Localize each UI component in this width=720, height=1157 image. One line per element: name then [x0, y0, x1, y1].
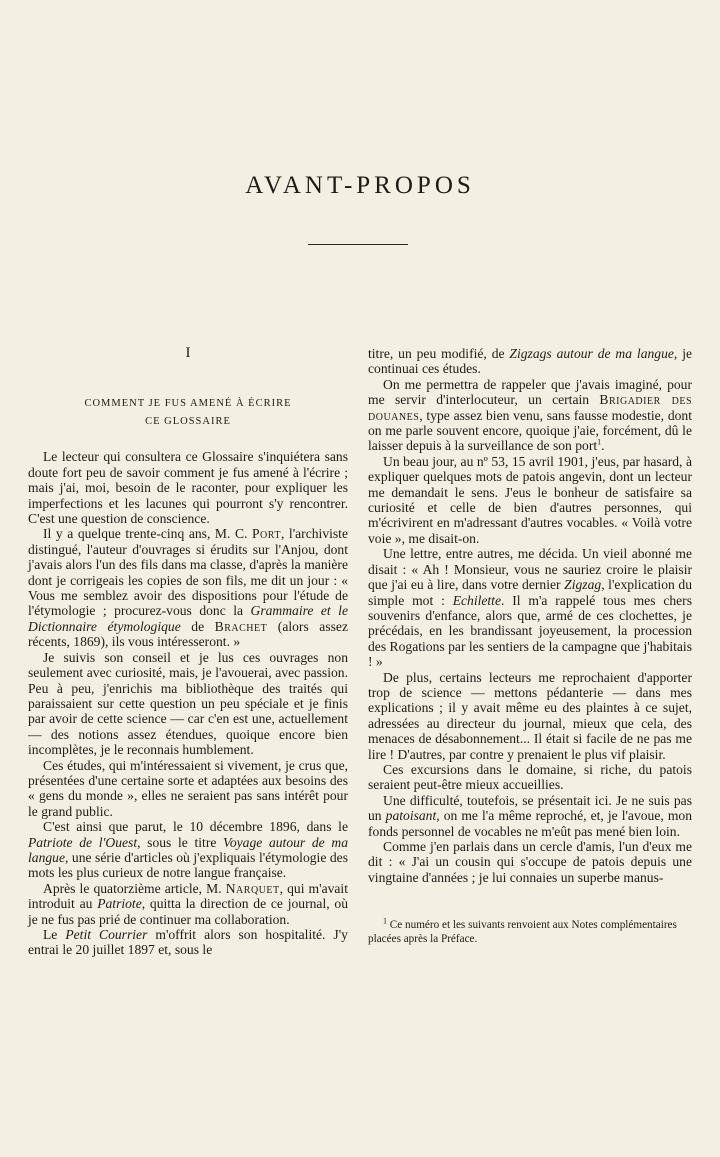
book-title: Grammaire et le Dictionnaire étymologique: [28, 603, 348, 634]
footnote-ref: 1: [597, 437, 602, 447]
footnote-text: Ce numéro et les suivants renvoient aux Notes complémentaires placées après la Préface.: [368, 919, 677, 945]
paragraph: On me permettra de rappeler que j'avais imaginé, pour me servir d'interlocuteur, un certain Brigadier des douanes, type assez bien venu, sans fausse modestie, dont on me parle souvent encore, quoique j'aie, forcément, dû le laisser depuis à la surveillance de son port$^1$.: [368, 376, 693, 454]
name-brachet: Brachet: [214, 618, 268, 634]
paragraph: Je suivis son conseil et je lus ces ouvrages non seulement avec curiosité, mais, je l'avouerai, avec passion. Peu à peu, j'enrichis ma bibliothèque des traités qui paraissaient sur cette question un peu spéciale et je finis par avoir de cette science — car c'en est une, actuellement — des notions assez étendues, quoique encore bien incomplètes, je le reconnais humblement.: [28, 649, 348, 758]
paragraph: C'est ainsi que parut, le 10 décembre 1896, dans le Patriote de l'Ouest, sous le titre Voyage autour de ma langue, une série d'articles où j'expliquais l'étymologie des mots les plus curieux de notre langue française.: [28, 819, 348, 881]
series-title: Voyage autour de ma langue: [28, 834, 348, 865]
paragraph: Le lecteur qui consultera ce Glossaire s'inquiétera sans doute fort peu de savoir comment je fus amené à l'écrire ; mais j'ai, moi, besoin de le raconter, pour expliquer les imperfections et les lacunes qui pourront s'y rencontrer. C'est une question de conscience.: [28, 449, 348, 527]
series-title: Zigzag: [564, 577, 602, 593]
paragraph: Ces études, qui m'intéressaient si vivement, je crus que, présentées d'une certaine sorte et adaptées aux besoins des « gens du monde », elles ne seraient pas sans intérêt pour le grand public.: [28, 757, 348, 819]
name-narquet: Narquet: [225, 880, 280, 896]
paragraph: Le Petit Courrier m'offrit alors son hospitalité. J'y entrai le 20 juillet 1897 et, sous le: [28, 927, 348, 958]
section-title-line2: CE GLOSSAIRE: [145, 416, 231, 428]
left-column: [28, 346, 348, 958]
paragraph: titre, un peu modifié, de Zigzags autour de ma langue, je continuai ces études.: [368, 346, 693, 377]
section-number: I: [185, 345, 191, 361]
word-echilette: Echilette: [452, 592, 501, 608]
journal-title: Patriote: [97, 896, 142, 912]
word-patoisant: patoisant: [385, 808, 437, 824]
footnote: [368, 916, 692, 946]
footnote-number: 1: [383, 916, 387, 926]
paragraph: Il y a quelque trente-cinq ans, M. C. Port, l'archiviste distingué, l'auteur d'ouvrages si érudits sur l'Anjou, dont j'avais alors l'un des fils dans ma classe, d'après la manière dont je corrigeais les copies de son fils, me dit un jour : « Vous me semblez avoir des dispositions pour l'étude de l'étymologie ; procurez-vous donc la Grammaire et le Dictionnaire étymologique de Brachet (alors assez récents, 1869), ils vous intéresseront. »: [28, 526, 348, 650]
journal-title: Petit Courrier: [65, 927, 148, 942]
section-title-line1: COMMENT JE FUS AMENÉ À ÉCRIRE: [84, 398, 292, 410]
paragraph: Comme j'en parlais dans un cercle d'amis, l'un d'eux me dit : « J'ai un cousin qui s'occupe de patois depuis une vingtaine d'années ; je lui connaies un superbe manus-: [368, 839, 692, 885]
paragraph: Après le quatorzième article, M. Narquet, qui m'avait introduit au Patriote, quitta la direction de ce journal, où je ne fus pas prié de continuer ma collaboration.: [28, 880, 348, 927]
paragraph: Une lettre, entre autres, me décida. Un vieil abonné me disait : « Ah ! Monsieur, vous ne sauriez croire le plaisir que j'ai eu à lire, dans votre dernier Zigzag, l'explication du simple mot : Echilette. Il m'a rappelé tous mes chers souvenirs d'enfance, alors que, armé de ces clochettes, je précédais, en les brandissant joyeusement, la procession des Rogations par les sentiers de la campagne que j'habitais ! »: [368, 546, 693, 670]
page-title: AVANT-PROPOS: [245, 172, 475, 199]
section-title: [28, 395, 348, 431]
series-title: Zigzags autour de ma langue: [509, 346, 674, 361]
title-rule: [308, 244, 408, 245]
right-column: [368, 346, 692, 946]
paragraph: Un beau jour, au nº 53, 15 avril 1901, j'eus, par hasard, à expliquer quelques mots de patois angevin, dont un lecteur me demandait le sens. J'eus le bonheur de satisfaire sa curiosité et celle de bien d'autres personnes, qui m'écrivirent en m'adressant d'autres vocables. « Voilà votre voie », me disait-on.: [368, 453, 692, 546]
character-name: Brigadier des douanes: [368, 392, 693, 423]
name-port: Port: [252, 526, 281, 542]
journal-title: Patriote de l'Ouest: [28, 834, 138, 850]
paragraph: Ces excursions dans le domaine, si riche, du patois seraient peut-être mieux accueillies.: [368, 761, 692, 793]
paragraph: Une difficulté, toutefois, se présentait ici. Je ne suis pas un patoisant, on me l'a même reproché, et, je l'avoue, mon fonds personnel de vocables ne m'eût pas mené bien loin.: [368, 792, 693, 839]
paragraph: De plus, certains lecteurs me reprochaient d'apporter trop de science — mettons pédanterie — dans mes explications ; il y avait même eu des plaintes à ce sujet, adressées au directeur du journal, mieux que cela, des menaces de désabonnement... Il était si facile de ne pas me lire ! D'autres, par contre y prenaient le plus vif plaisir.: [368, 669, 692, 762]
